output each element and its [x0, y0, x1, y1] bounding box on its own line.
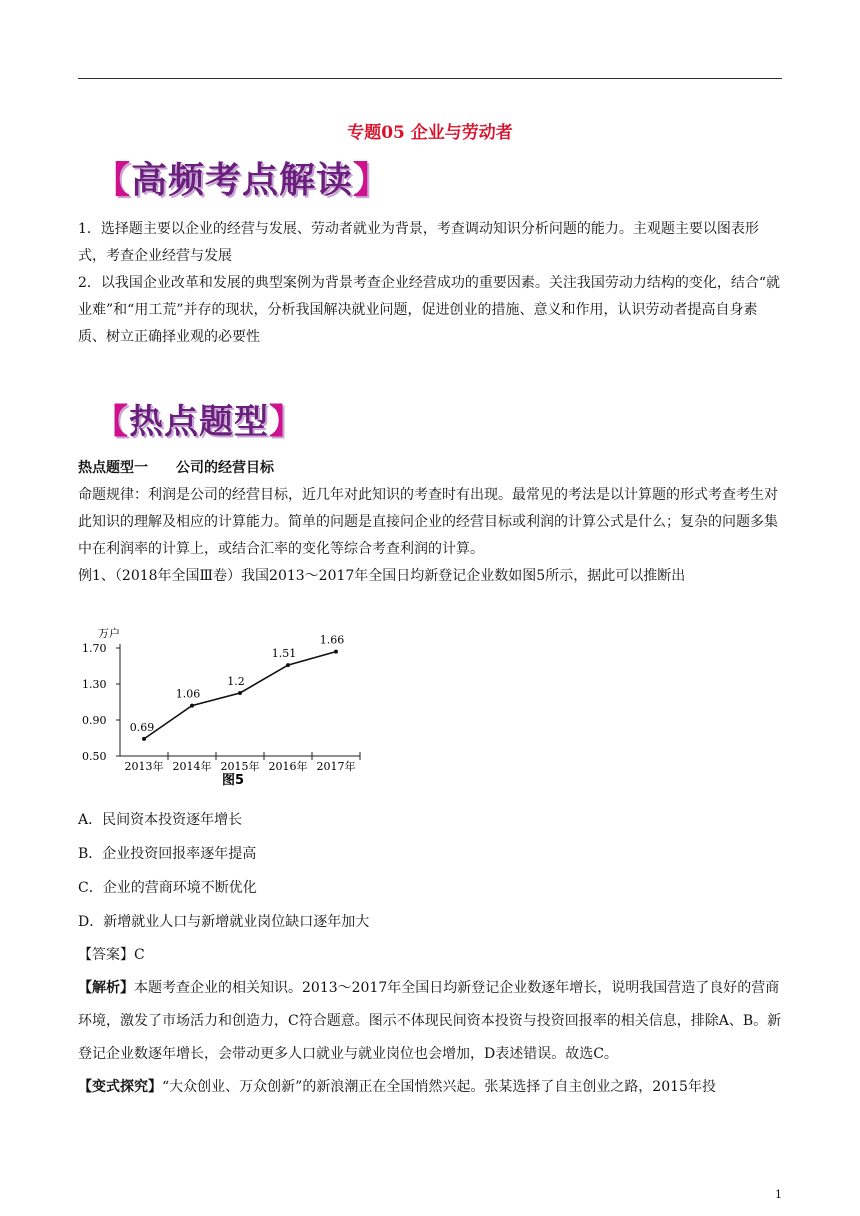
answer-line: [78, 939, 782, 972]
data-point: [142, 737, 146, 741]
banner-bracket-left: 【: [94, 160, 132, 201]
intro-paragraph-2: 2．以我国企业改革和发展的典型案例为背景考查企业经营成功的重要因素。关注我国劳动力结构的变化，结合“就业难”和“用工荒”并存的现状，分析我国解决就业问题，促进创业的措施、意义和作用，认识劳动者提高自身素质、树立正确择业观的必要性: [78, 275, 781, 345]
y-tick-label: 1.30: [82, 678, 107, 691]
y-tick-label: 0.90: [82, 714, 107, 727]
banner-bracket-right: 】: [353, 160, 391, 201]
intro-block: [78, 216, 782, 351]
option-d: D．新增就业人口与新增就业岗位缺口逐年加大: [78, 914, 370, 930]
y-tick-label: 1.70: [82, 642, 107, 655]
banner-hot-topics: [94, 394, 304, 443]
options-block: [78, 803, 782, 939]
page-number: 1: [775, 1188, 782, 1201]
analysis-paragraph: [78, 972, 782, 1071]
section-title: 热点题型一 公司的经营目标: [78, 460, 274, 476]
y-tick-label: 0.50: [82, 750, 107, 763]
data-point: [238, 691, 242, 695]
data-label: 1.2: [227, 675, 245, 688]
analysis-label: 【解析】: [78, 980, 134, 996]
x-tick-label: 2016年: [268, 760, 308, 773]
analysis-text: 本题考查企业的相关知识。2013～2017年全国日均新登记企业数逐年增长，说明我国营造了良好的营商环境，激发了市场活力和创造力，C符合题意。图示不体现民间资本投资与投资回报率的相关信息，排除A、B。新登记企业数逐年增长，会带动更多人口就业与就业岗位也会增加，D表述错误。故选C。: [78, 980, 782, 1062]
option-b: B．企业投资回报率逐年提高: [78, 846, 257, 862]
banner-bracket-left: 【: [94, 402, 129, 442]
answer-value: C: [134, 947, 145, 963]
header-rule: [78, 78, 782, 79]
x-tick-label: 2014年: [172, 760, 212, 773]
option-a: A．民间资本投资逐年增长: [78, 812, 243, 828]
rule-paragraph: 命题规律：利润是公司的经营目标，近几年对此知识的考查时有出现。最常见的考法是以计算题的形式考查考生对此知识的理解及相应的计算能力。简单的问题是直接问企业的经营目标或利润的计算公式是什么；复杂的问题多集中在利润率的计算上，或结合汇率的变化等综合考查利润的计算。: [78, 487, 778, 557]
banner-text: 热点题型: [129, 402, 269, 442]
banner-bracket-right: 】: [269, 402, 304, 442]
x-tick-label: 2017年: [316, 760, 356, 773]
data-label: 1.06: [175, 687, 201, 701]
chart-caption: 图5: [222, 773, 245, 788]
variant-label: 【变式探究】: [78, 1079, 162, 1095]
line-chart: [78, 624, 368, 790]
data-point: [190, 704, 194, 708]
y-axis-unit: 万户: [98, 627, 120, 640]
option-c: C．企业的营商环境不断优化: [78, 880, 257, 896]
series-line: [144, 652, 336, 739]
data-label: 1.51: [271, 647, 297, 661]
example-prompt: 例1、（2018年全国Ⅲ卷）我国2013～2017年全国日均新登记企业数如图5所示，据此可以推断出: [78, 568, 686, 584]
answer-block: [78, 939, 782, 1104]
variant-text: “大众创业、万众创新”的新浪潮正在全国悄然兴起。张某选择了自主创业之路，2015年投: [162, 1079, 716, 1095]
x-tick-label: 2015年: [220, 760, 260, 773]
data-label: 1.66: [319, 633, 345, 647]
question-block: [78, 455, 782, 590]
intro-paragraph-1: 1．选择题主要以企业的经营与发展、劳动者就业为背景，考查调动知识分析问题的能力。主观题主要以图表形式，考查企业经营与发展: [78, 221, 759, 264]
answer-label: 【答案】: [78, 947, 134, 963]
data-point: [334, 650, 338, 654]
banner-text: 高频考点解读: [131, 160, 354, 201]
page-title: 专题05 企业与劳动者: [347, 123, 513, 143]
data-label: 0.69: [129, 720, 155, 734]
x-tick-label: 2013年: [124, 760, 164, 773]
banner-high-frequency: [94, 152, 390, 203]
variant-paragraph: [78, 1071, 782, 1104]
data-point: [286, 663, 290, 667]
